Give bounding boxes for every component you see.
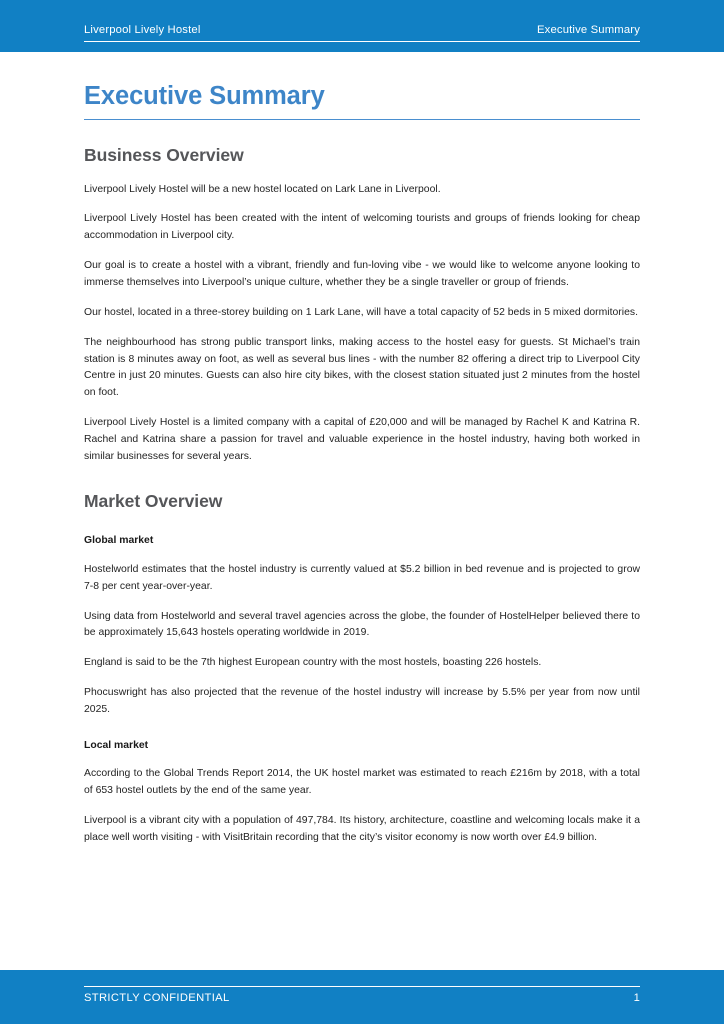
paragraph: Liverpool Lively Hostel will be a new hostel located on Lark Lane in Liverpool. (84, 183, 441, 195)
page-header (0, 0, 724, 52)
section-heading-business-overview: Business Overview (84, 144, 244, 165)
page-footer-rule (84, 986, 640, 1004)
paragraph: Liverpool is a vibrant city with a population of 497,784. Its history, architecture, coastline and welcoming locals make it a place well worth visiting - with VisitBritain recording that the city’s visitor economy is now worth over £4.9 billion. (84, 814, 640, 843)
paragraph: According to the Global Trends Report 2014, the UK hostel market was estimated to reach £216m by 2018, with a total of 653 hostel outlets by the end of the same year. (84, 768, 640, 797)
document-content (0, 52, 724, 970)
header-section-title: Executive Summary (537, 24, 640, 37)
section-heading-market-overview: Market Overview (84, 490, 223, 511)
paragraph: Our goal is to create a hostel with a vibrant, friendly and fun-loving vibe - we would like to welcome anyone looking to immerse themselves into Liverpool’s unique culture, whether they be a single traveller or group of friends. (84, 260, 640, 288)
paragraph: Hostelworld estimates that the hostel industry is currently valued at $5.2 billion in bed revenue and is projected to grow 7-8 per cent year-over-year. (84, 563, 640, 592)
paragraph: The neighbourhood has strong public transport links, making access to the hostel easy for guests. St Michael’s train station is 8 minutes away on foot, as well as several bus lines - with the number 82 offering a direct trip to Liverpool City Centre in just 20 minutes. Guests can also hire city bikes, with the closest station situated just 2 minutes from the hostel on foot. (84, 336, 640, 399)
page-header-rule (84, 10, 640, 42)
paragraph: Using data from Hostelworld and several travel agencies across the globe, the founder of HostelHelper believed there to be approximately 15,643 hostels operating worldwide in 2019. (84, 610, 640, 639)
header-document-title: Liverpool Lively Hostel (84, 24, 201, 37)
paragraph: Liverpool Lively Hostel is a limited company with a capital of £20,000 and will be managed by Rachel K and Katrina R. Rachel and Katrina share a passion for travel and valuable experience in the hostel industry, having both worked in similar businesses for several years. (84, 417, 640, 462)
confidentiality-notice: STRICTLY CONFIDENTIAL (84, 992, 230, 1004)
paragraph: Liverpool Lively Hostel has been created with the intent of welcoming tourists and groups of friends looking for cheap accommodation in Liverpool city. (84, 213, 640, 242)
page-number: 1 (633, 992, 640, 1004)
page-footer (0, 970, 724, 1024)
paragraph: Phocuswright has also projected that the revenue of the hostel industry will increase by 5.5% per year from now until 2025. (84, 687, 640, 715)
paragraph: Our hostel, located in a three-storey building on 1 Lark Lane, will have a total capacity of 52 beds in 5 mixed dormitories. (84, 306, 638, 318)
subsection-heading-global-market: Global market (84, 535, 154, 547)
page-title: Executive Summary (84, 52, 640, 120)
subsection-heading-local-market: Local market (84, 739, 149, 751)
paragraph: England is said to be the 7th highest European country with the most hostels, boasting 226 hostels. (84, 657, 542, 669)
